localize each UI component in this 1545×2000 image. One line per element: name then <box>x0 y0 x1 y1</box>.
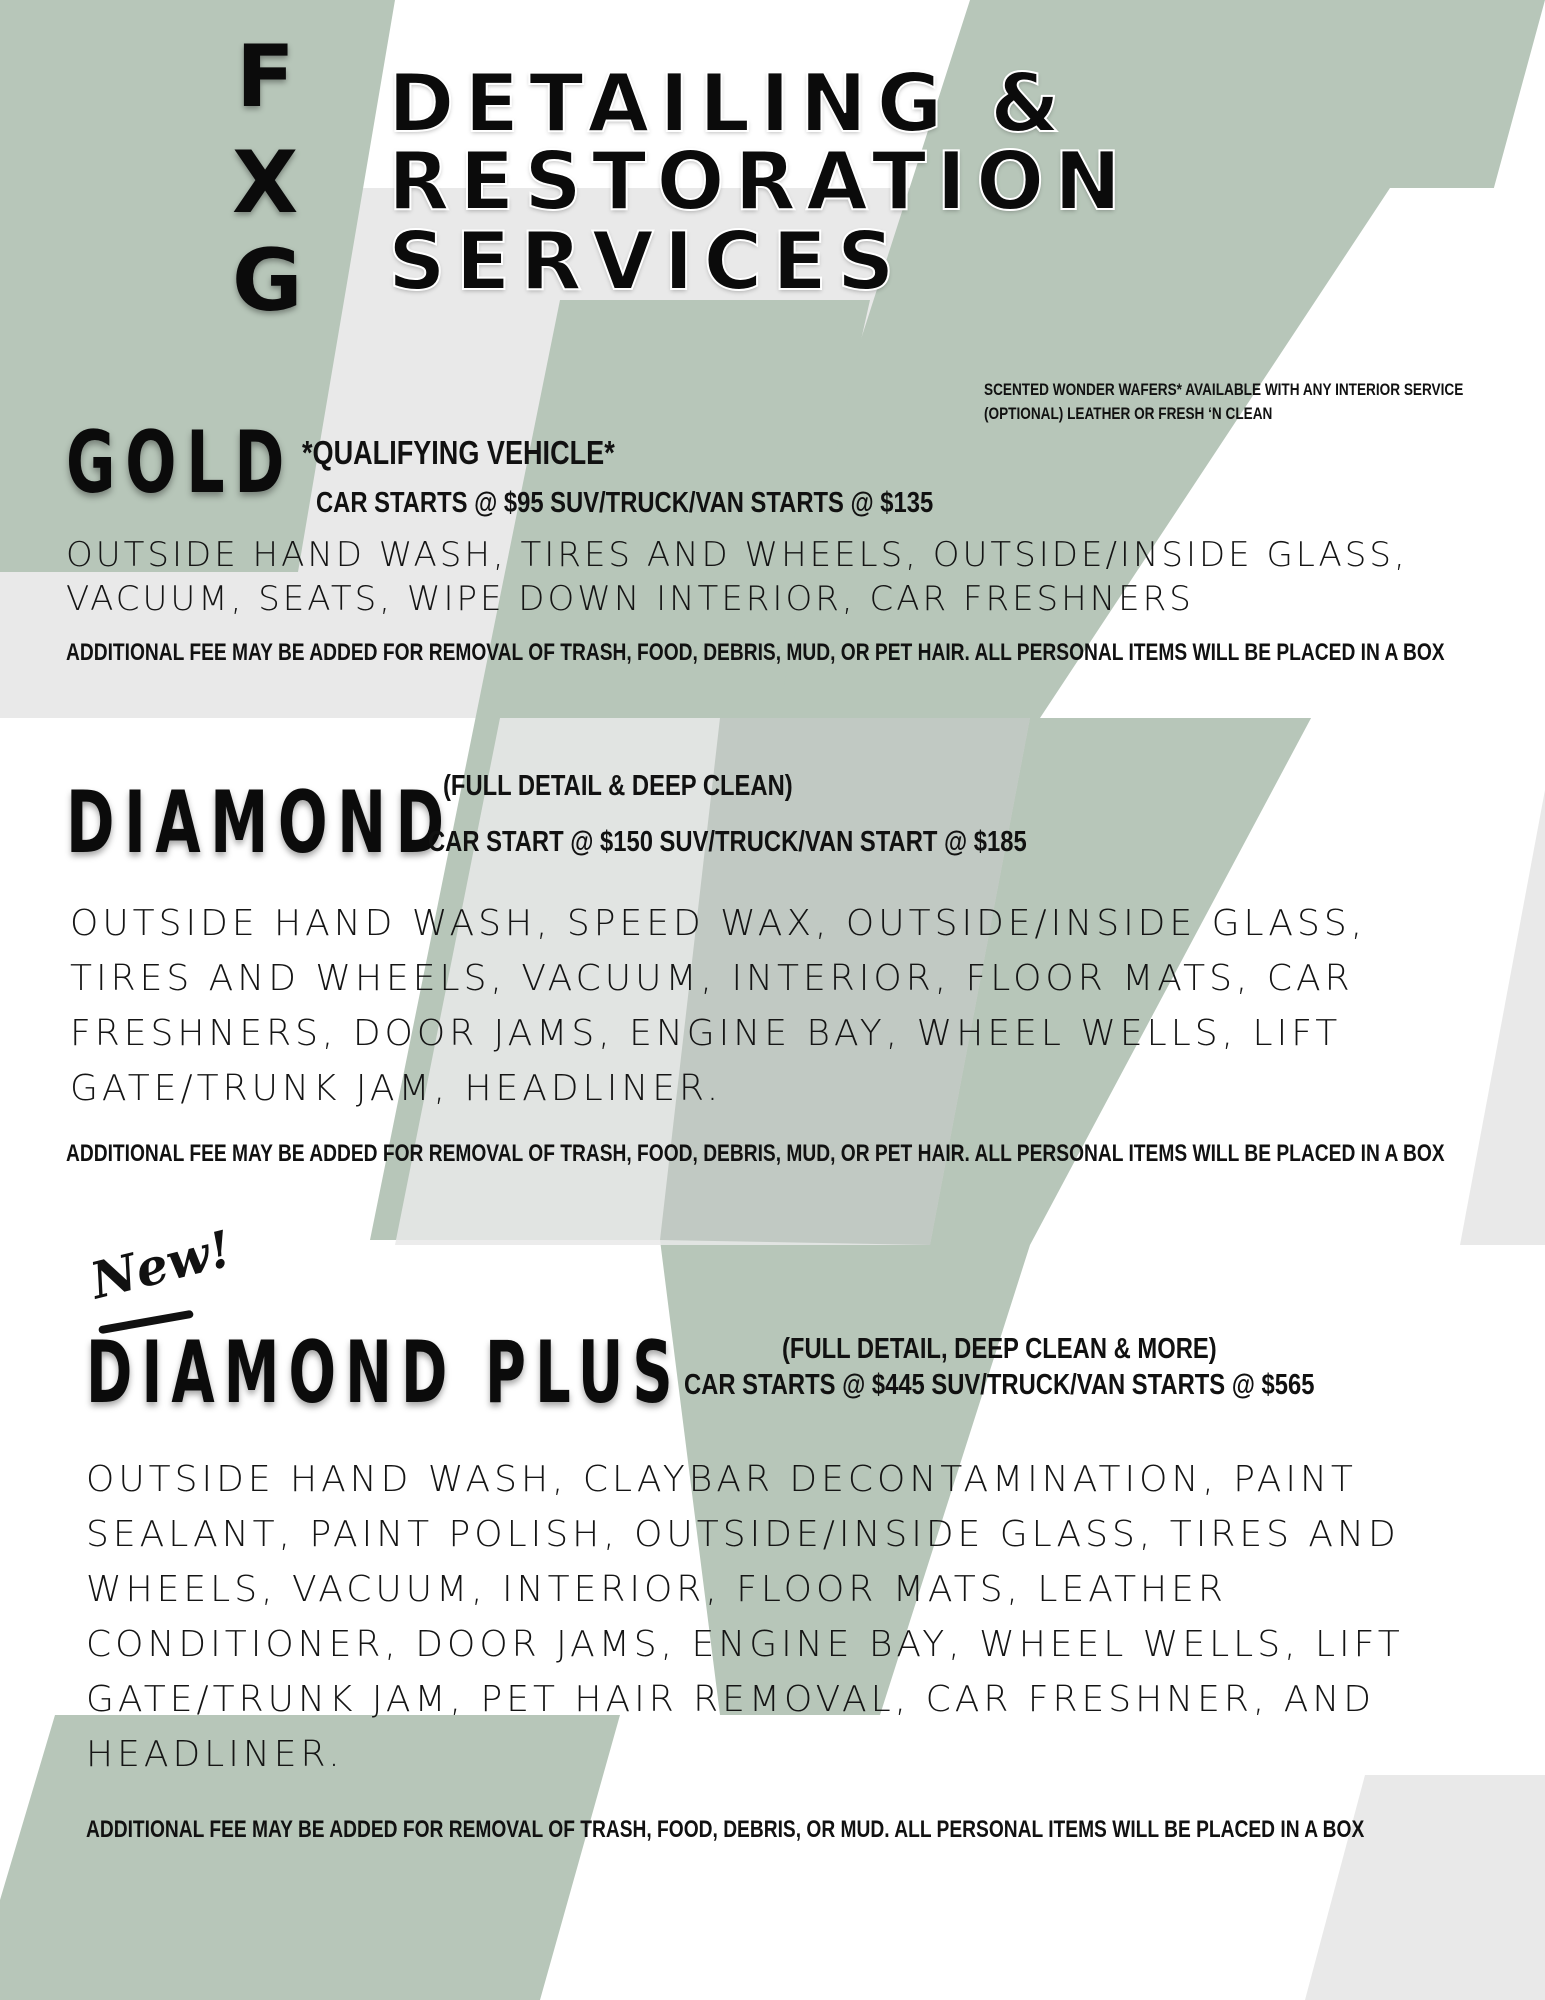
description-line: OUTSIDE HAND WASH, SPEED WAX, OUTSIDE/INSIDE GLASS, <box>70 903 1367 944</box>
description-line: GATE/TRUNK JAM, PET HAIR REMOVAL, CAR FRESHNER, AND <box>86 1679 1376 1720</box>
package-name: DIAMOND <box>66 773 454 873</box>
description-line: OUTSIDE HAND WASH, CLAYBAR DECONTAMINATION, PAINT <box>86 1459 1357 1500</box>
wafers-note-line1: SCENTED WONDER WAFERS* AVAILABLE WITH ANY INTERIOR SERVICE <box>984 380 1464 399</box>
package-price: CAR START @ $150 SUV/TRUCK/VAN START @ $185 <box>428 826 1027 858</box>
package-name: GOLD <box>66 413 295 513</box>
description-line: FRESHNERS, DOOR JAMS, ENGINE BAY, WHEEL WELLS, LIFT <box>70 1013 1342 1054</box>
package-price: CAR STARTS @ $95 SUV/TRUCK/VAN STARTS @ $135 <box>316 487 934 519</box>
title-line-1: DETAILING & <box>388 57 1071 150</box>
description-line: CONDITIONER, DOOR JAMS, ENGINE BAY, WHEEL WELLS, LIFT <box>86 1624 1404 1665</box>
new-badge: New! <box>84 1218 238 1311</box>
package-subtitle: (FULL DETAIL & DEEP CLEAN) <box>443 770 793 802</box>
brand-letter-g: G <box>232 231 303 331</box>
package-subtitle: *QUALIFYING VEHICLE* <box>302 434 615 471</box>
title-line-3: SERVICES <box>388 215 905 308</box>
brand-letter-x: X <box>232 133 299 233</box>
description-line: HEADLINER. <box>86 1734 344 1775</box>
title-line-2: RESTORATION <box>388 135 1132 228</box>
fee-note: ADDITIONAL FEE MAY BE ADDED FOR REMOVAL OF TRASH, FOOD, DEBRIS, OR MUD. ALL PERSONAL ITEMS WILL BE PLACED IN A BOX <box>86 1816 1365 1843</box>
brand-letter-f: F <box>236 27 295 127</box>
package-description <box>70 896 1510 1116</box>
wafers-note-line2: (OPTIONAL) LEATHER OR FRESH ‘N CLEAN <box>984 404 1273 423</box>
description-line: TIRES AND WHEELS, VACUUM, INTERIOR, FLOOR MATS, CAR <box>70 958 1354 999</box>
description-line: SEALANT, PAINT POLISH, OUTSIDE/INSIDE GLASS, TIRES AND <box>86 1514 1400 1555</box>
description-line: WHEELS, VACUUM, INTERIOR, FLOOR MATS, LEATHER <box>86 1569 1227 1610</box>
fee-note: ADDITIONAL FEE MAY BE ADDED FOR REMOVAL OF TRASH, FOOD, DEBRIS, MUD, OR PET HAIR. ALL PERSONAL ITEMS WILL BE PLACED IN A BOX <box>66 639 1445 666</box>
fee-note: ADDITIONAL FEE MAY BE ADDED FOR REMOVAL OF TRASH, FOOD, DEBRIS, MUD, OR PET HAIR. ALL PERSONAL ITEMS WILL BE PLACED IN A BOX <box>66 1140 1445 1167</box>
description-line: GATE/TRUNK JAM, HEADLINER. <box>70 1068 723 1109</box>
package-price: CAR STARTS @ $445 SUV/TRUCK/VAN STARTS @ $565 <box>684 1369 1315 1401</box>
package-name: DIAMOND PLUS <box>86 1323 682 1423</box>
description-line: OUTSIDE HAND WASH, TIRES AND WHEELS, OUTSIDE/INSIDE GLASS, <box>66 535 1408 575</box>
package-subtitle: (FULL DETAIL, DEEP CLEAN & MORE) <box>782 1333 1217 1365</box>
description-line: VACUUM, SEATS, WIPE DOWN INTERIOR, CAR FRESHNERS <box>66 579 1194 619</box>
wafers-note <box>984 378 1463 426</box>
package-description <box>66 533 1506 621</box>
package-description <box>86 1452 1526 1782</box>
